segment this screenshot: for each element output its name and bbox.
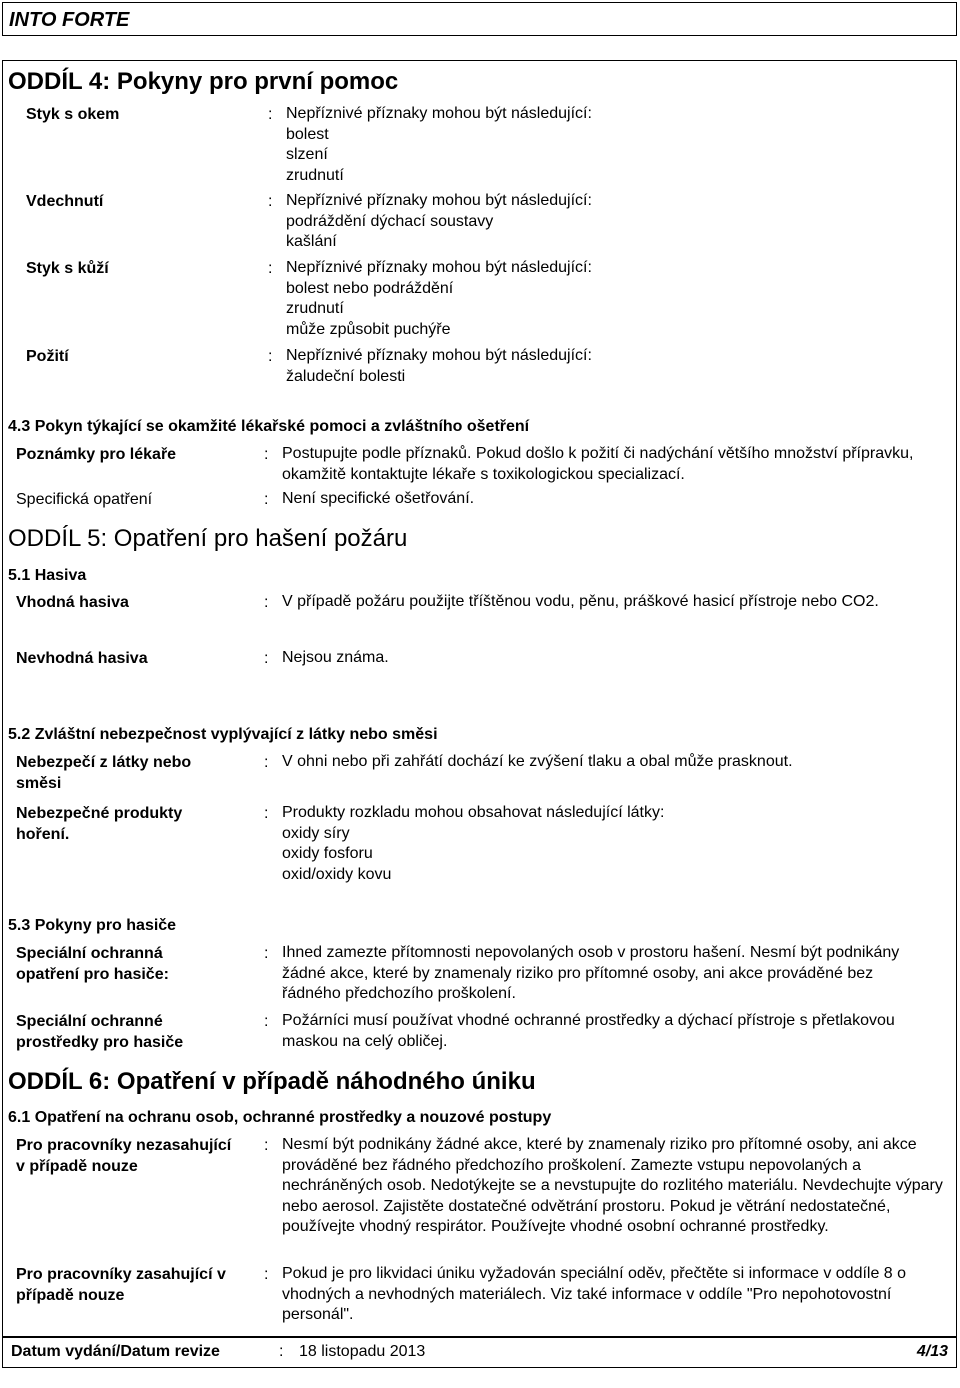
s4-row-label: Požití xyxy=(26,348,69,365)
s52-row-value: Produkty rozkladu mohou obsahovat následující látky: oxidy síry oxidy fosforu oxid/oxidy kovu xyxy=(282,804,665,883)
s43-row-value: Postupujte podle příznaků. Pokud došlo k požití či nadýchání většího množství přípravku, okamžitě kontaktujte lékaře s toxikologickou specializací. xyxy=(282,445,914,483)
subsection-4-3-title: 4.3 Pokyn týkající se okamžité lékařské pomoci a zvláštního ošetření xyxy=(8,418,530,435)
section-5-title: ODDÍL 5: Opatření pro hašení požáru xyxy=(8,525,408,552)
separator-colon: : xyxy=(264,1266,269,1283)
page-number: 4/13 xyxy=(916,1343,948,1360)
footer-date: 18 listopadu 2013 xyxy=(299,1343,426,1360)
s51-row-value: Nejsou známa. xyxy=(282,649,389,666)
subsection-6-1-title: 6.1 Opatření na ochranu osob, ochranné prostředky a nouzové postupy xyxy=(8,1109,552,1126)
s51-row-value: V případě požáru použijte tříštěnou vodu, pěnu, práškové hasicí přístroje nebo CO2. xyxy=(282,593,879,610)
separator-colon: : xyxy=(268,260,273,277)
separator-colon: : xyxy=(268,193,273,210)
s52-row-label: Nebezpečí z látky nebo směsi xyxy=(16,754,192,792)
separator-colon: : xyxy=(264,945,269,962)
s4-row-label: Styk s kůží xyxy=(26,260,109,277)
section-4-title: ODDÍL 4: Pokyny pro první pomoc xyxy=(8,68,399,95)
s4-row-label: Vdechnutí xyxy=(26,193,104,210)
document-footer xyxy=(2,1336,957,1368)
separator-colon: : xyxy=(264,1137,269,1154)
footer-date-label: Datum vydání/Datum revize xyxy=(11,1343,220,1360)
separator-colon: : xyxy=(264,650,269,667)
s51-row-label: Vhodná hasiva xyxy=(16,594,129,611)
s43-row-value: Není specifické ošetřování. xyxy=(282,490,475,507)
s61-row-label: Pro pracovníky zasahující v případě nouze xyxy=(16,1266,226,1304)
footer-colon: : xyxy=(279,1343,284,1360)
separator-colon: : xyxy=(268,106,273,123)
s4-row-value: Nepříznivé příznaky mohou být následující: žaludeční bolesti xyxy=(286,347,592,385)
s4-row-value: Nepříznivé příznaky mohou být následující: bolest nebo podráždění zrudnutí může způsobit puchýře xyxy=(286,259,592,338)
subsection-5-1-title: 5.1 Hasiva xyxy=(8,567,87,584)
s52-row-label: Nebezpečné produkty hoření. xyxy=(16,805,183,843)
subsection-5-3-title: 5.3 Pokyny pro hasiče xyxy=(8,917,177,934)
s53-row-label: Speciální ochranné prostředky pro hasiče xyxy=(16,1013,184,1051)
s43-row-label: Poznámky pro lékaře xyxy=(16,446,177,463)
s53-row-value: Požárníci musí používat vhodné ochranné prostředky a dýchací přístroje s přetlakovou maskou na celý obličej. xyxy=(282,1012,895,1050)
section-6-title: ODDÍL 6: Opatření v případě náhodného úniku xyxy=(8,1068,536,1095)
s53-row-value: Ihned zamezte přítomnosti nepovolaných osob v prostoru hašení. Nesmí být podnikány žádné akce, které by znamenaly riziko pro přítomné osoby, ani akce prováděné bez řádného předchozího proškolení. xyxy=(282,944,900,1003)
separator-colon: : xyxy=(264,754,269,771)
separator-colon: : xyxy=(264,594,269,611)
subsection-5-2-title: 5.2 Zvláštní nebezpečnost vyplývající z látky nebo směsi xyxy=(8,726,438,743)
s61-row-value: Pokud je pro likvidaci úniku vyžadován speciální oděv, přečtěte si informace v oddíle 8 o vhodných a nevhodných materiálech. Viz také informace v oddíle "Pro nepohotovostní personál". xyxy=(282,1265,907,1324)
s4-row-label: Styk s okem xyxy=(26,106,120,123)
s52-row-value: V ohni nebo při zahřátí dochází ke zvýšení tlaku a obal může prasknout. xyxy=(282,753,793,770)
separator-colon: : xyxy=(264,446,269,463)
s43-row-label: Specifická opatření xyxy=(16,491,153,508)
s53-row-label: Speciální ochranná opatření pro hasiče: xyxy=(16,945,169,983)
separator-colon: : xyxy=(264,491,269,508)
s4-row-value: Nepříznivé příznaky mohou být následující: podráždění dýchací soustavy kašlání xyxy=(286,192,592,251)
product-name: INTO FORTE xyxy=(9,9,130,31)
separator-colon: : xyxy=(268,348,273,365)
s51-row-label: Nevhodná hasiva xyxy=(16,650,148,667)
s61-row-value: Nesmí být podnikány žádné akce, které by znamenaly riziko pro přítomné osoby, ani akce prováděné bez řádného předchozího proškolení. Zamezte vstupu nepovolaných a nechráněných osob. Nedotýkejte se a nevstupujte do rozlitého materiálu. Nevdechujte výpary nebo aerosol. Zajistěte dostatečné odvětrání prostoru. Pokud je větrání nedostatečné, používejte vhodný respirátor. Používejte vhodné osobní ochranné prostředky. xyxy=(282,1136,943,1236)
separator-colon: : xyxy=(264,805,269,822)
s4-row-value: Nepříznivé příznaky mohou být následující: bolest slzení zrudnutí xyxy=(286,105,592,184)
separator-colon: : xyxy=(264,1013,269,1030)
document-header xyxy=(2,2,957,36)
s61-row-label: Pro pracovníky nezasahující v případě nouze xyxy=(16,1137,232,1175)
